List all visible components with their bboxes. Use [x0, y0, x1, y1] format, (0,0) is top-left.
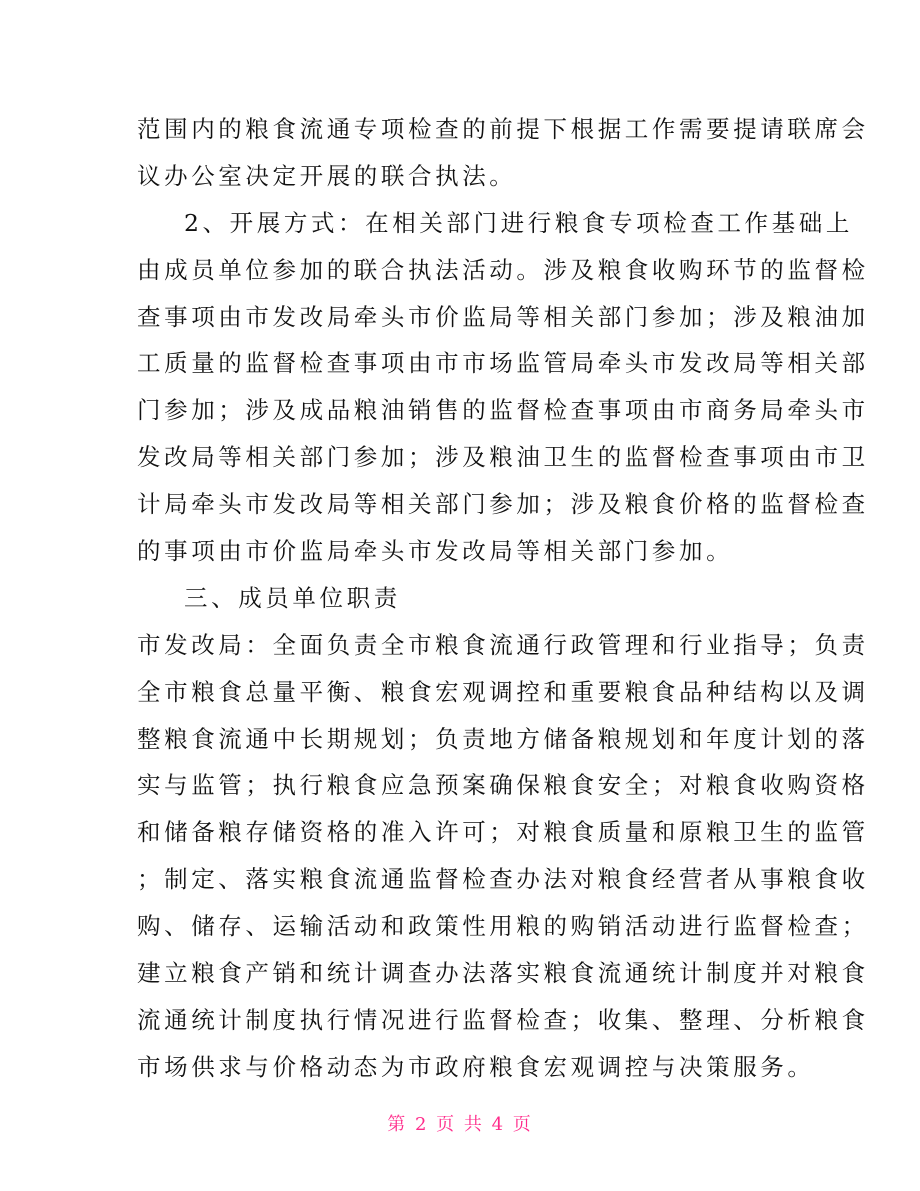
text-line: 查事项由市发改局牵头市价监局等相关部门参加；涉及粮油加 [137, 302, 869, 331]
text-line: 购、储存、运输活动和政策性用粮的购销活动进行监督检查； [137, 912, 869, 941]
text-line: ；制定、落实粮食流通监督检查办法对粮食经营者从事粮食收 [137, 865, 869, 894]
text-line: 和储备粮存储资格的准入许可；对粮食质量和原粮卫生的监管 [137, 818, 869, 847]
page-number-footer: 第 2 页 共 4 页 [387, 1114, 533, 1135]
text-line: 发改局等相关部门参加；涉及粮油卫生的监督检查事项由市卫 [137, 443, 869, 472]
text-line: 2、开展方式：在相关部门进行粮食专项检查工作基础上 [184, 208, 853, 237]
text-line: 流通统计制度执行情况进行监督检查；收集、整理、分析粮食 [137, 1005, 869, 1034]
document-body [137, 106, 869, 1091]
text-line: 由成员单位参加的联合执法活动。涉及粮食收购环节的监督检 [137, 255, 869, 284]
text-line: 三、成员单位职责 [184, 583, 401, 612]
text-line: 议办公室决定开展的联合执法。 [137, 161, 517, 190]
text-line: 工质量的监督检查事项由市市场监管局牵头市发改局等相关部 [137, 349, 869, 378]
text-line: 全市粮食总量平衡、粮食宏观调控和重要粮食品种结构以及调 [137, 677, 869, 706]
text-line: 计局牵头市发改局等相关部门参加；涉及粮食价格的监督检查 [137, 490, 869, 519]
text-line: 市发改局：全面负责全市粮食流通行政管理和行业指导；负责 [137, 630, 869, 659]
text-line: 实与监管；执行粮食应急预案确保粮食安全；对粮食收购资格 [137, 771, 869, 800]
text-line: 建立粮食产销和统计调查办法落实粮食流通统计制度并对粮食 [137, 959, 869, 988]
text-line: 市场供求与价格动态为市政府粮食宏观调控与决策服务。 [137, 1052, 815, 1081]
text-line: 的事项由市价监局牵头市发改局等相关部门参加。 [137, 537, 734, 566]
text-line: 范围内的粮食流通专项检查的前提下根据工作需要提请联席会 [137, 115, 869, 143]
text-line: 门参加；涉及成品粮油销售的监督检查事项由市商务局牵头市 [137, 396, 869, 425]
text-line: 整粮食流通中长期规划；负责地方储备粮规划和年度计划的落 [137, 724, 869, 753]
